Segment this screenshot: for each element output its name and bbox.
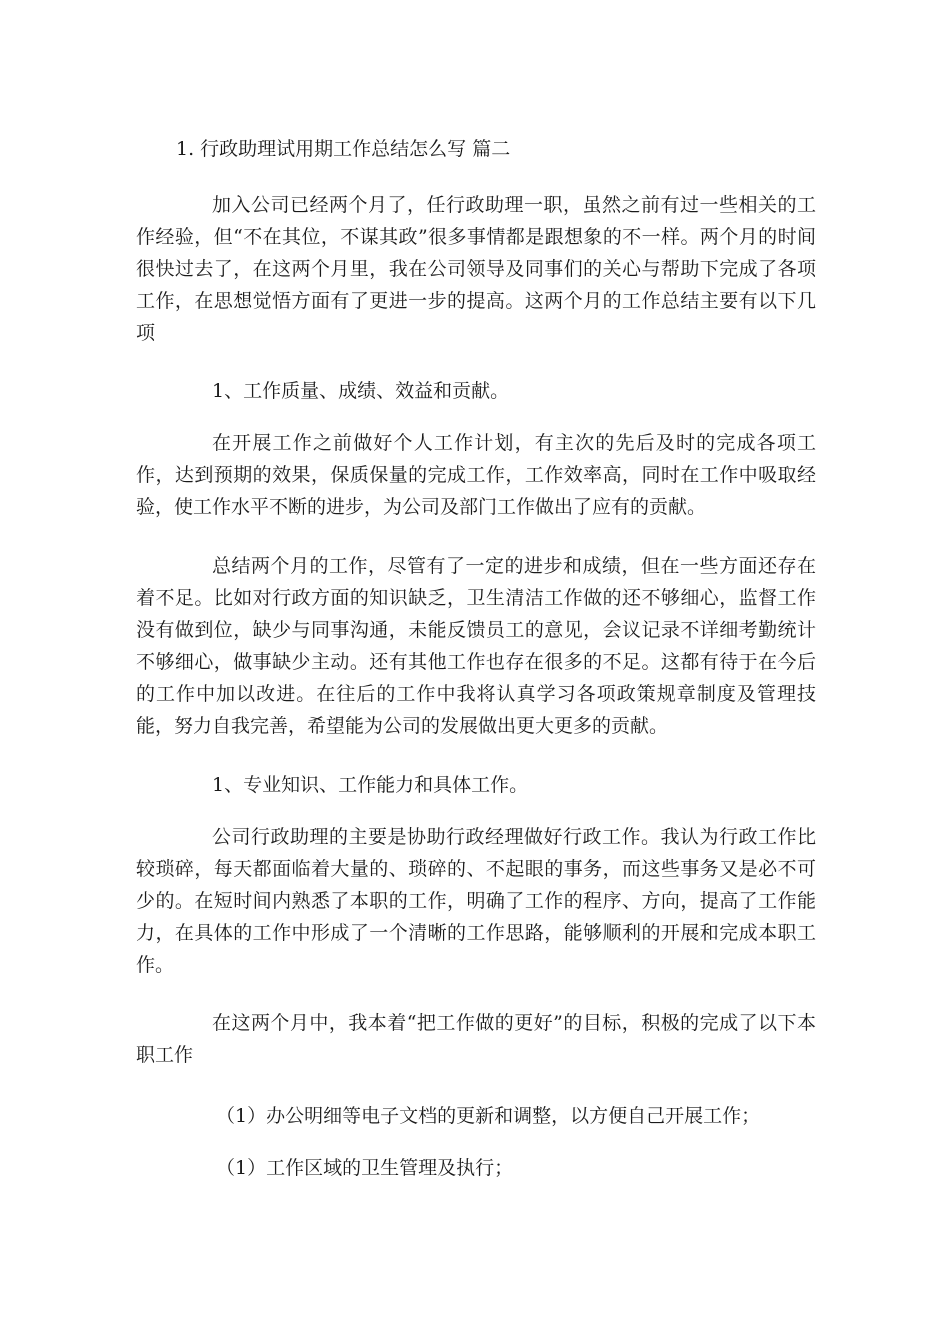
document-title: 1. 行政助理试用期工作总结怎么写 篇二 (176, 138, 511, 160)
paragraph-intro: 加入公司已经两个月了，任行政助理一职，虽然之前有过一些相关的工作经验，但“不在其位，不谋其政”很多事情都是跟想象的不一样。两个月的时间很快过去了，在这两个月里，我在公司领导及同事们的关心与帮助下完成了各项工作，在思想觉悟方面有了更进一步的提高。这两个月的工作总结主要有以下几项 (136, 194, 816, 344)
paragraph-work-plan: 在开展工作之前做好个人工作计划，有主次的先后及时的完成各项工作，达到预期的效果，保质保量的完成工作，工作效率高，同时在工作中吸取经验，使工作水平不断的进步，为公司及部门工作做出了应有的贡献。 (136, 432, 816, 518)
list-item-hygiene: （1）工作区域的卫生管理及执行； (216, 1157, 514, 1179)
paragraph-admin-role: 公司行政助理的主要是协助行政经理做好行政工作。我认为行政工作比较琐碎，每天都面临着大量的、琐碎的、不起眼的事务，而这些事务又是必不可少的。在短时间内熟悉了本职的工作，明确了工作的程序、方向，提高了工作能力，在具体的工作中形成了一个清晰的工作思路，能够顺利的开展和完成本职工作。 (136, 826, 816, 976)
section-heading-quality: 1、工作质量、成绩、效益和贡献。 (212, 380, 510, 402)
paragraph-goals: 在这两个月中，我本着“把工作做的更好”的目标，积极的完成了以下本职工作 (136, 1012, 816, 1066)
list-item-documents: （1）办公明细等电子文档的更新和调整，以方便自己开展工作； (216, 1105, 761, 1127)
section-heading-skills: 1、专业知识、工作能力和具体工作。 (212, 774, 529, 796)
paragraph-shortcomings: 总结两个月的工作，尽管有了一定的进步和成绩，但在一些方面还存在着不足。比如对行政方面的知识缺乏，卫生清洁工作做的还不够细心，监督工作没有做到位，缺少与同事沟通，未能反馈员工的意见，会议记录不详细考勤统计不够细心，做事缺少主动。还有其他工作也存在很多的不足。这都有待于在今后的工作中加以改进。在往后的工作中我将认真学习各项政策规章制度及管理技能，努力自我完善，希望能为公司的发展做出更大更多的贡献。 (136, 555, 816, 737)
